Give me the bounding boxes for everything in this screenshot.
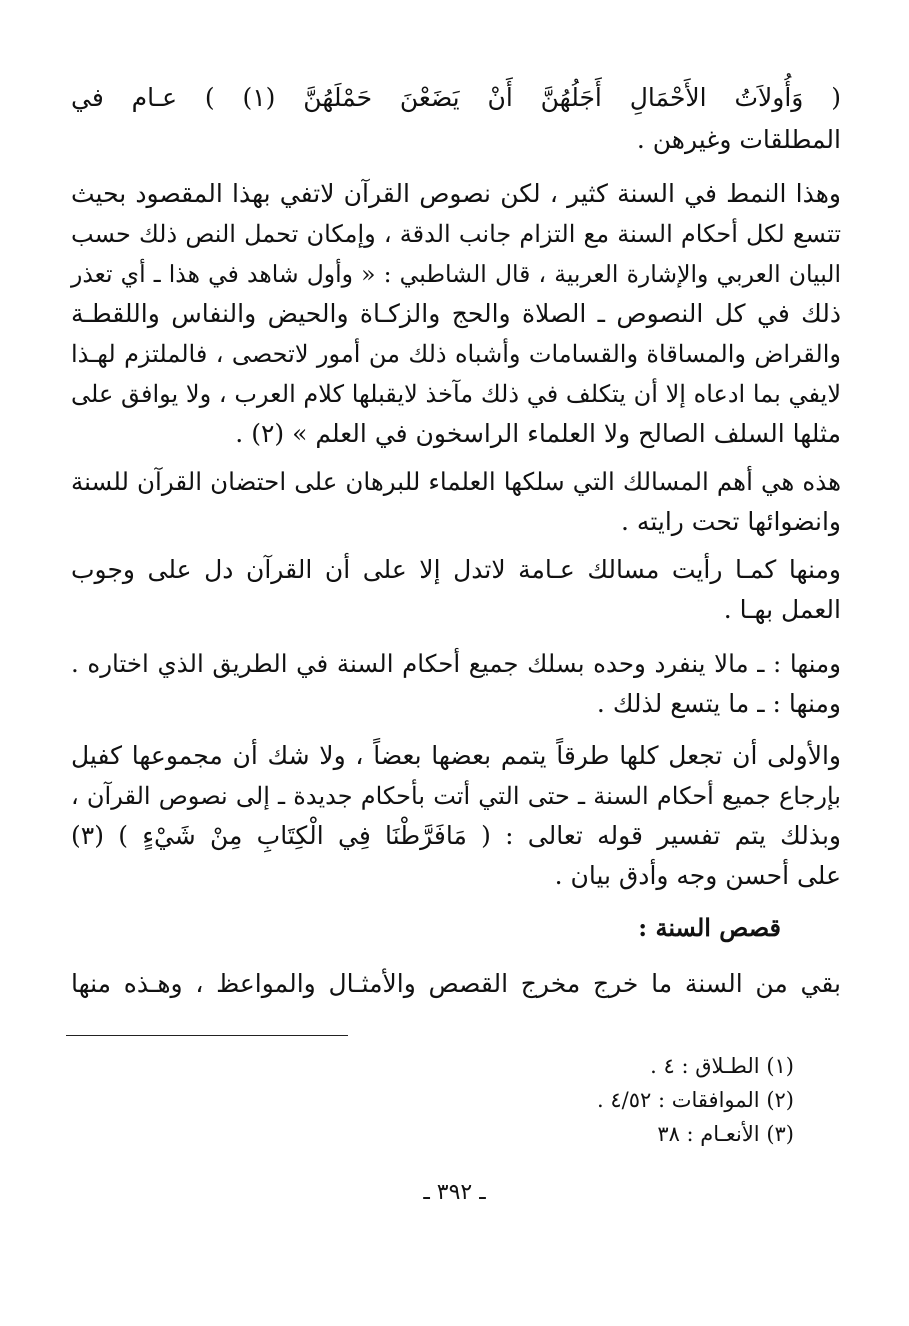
text-line: لايفي بما ادعاه إلا أن يتكلف في ذلك مآخذ لايقبلها كلام العرب ، ولا يوافق على	[71, 380, 842, 408]
text-line: البيان العربي والإشارة العربية ، قال الشاطبي : « وأول شاهد في هذا ـ أي تعذر	[71, 260, 841, 288]
text-line: تتسع لكل أحكام السنة مع التزام جانب الدقة ، وإمكان تحمل النص ذلك حسب	[71, 220, 841, 248]
text-line: ذلك في كل النصوص ـ الصلاة والحج والزكـاة والحيض والنفاس واللقطـة	[71, 299, 841, 328]
section-heading: قصص السنة :	[638, 913, 781, 942]
text-line: وانضوائها تحت رايته .	[621, 507, 841, 536]
text-line: ومنها كمـا رأيت مسالك عـامة لاتدل إلا على أن القرآن دل على وجوب	[71, 555, 841, 584]
text-line: بقي من السنة ما خرج مخرج القصص والأمثـال والمواعظ ، وهـذه منها	[71, 969, 841, 998]
text-line: ( وَأُولاَتُ الأَحْمَالِ أَجَلُهُنَّ أَنْ يَضَعْنَ حَمْلَهُنَّ (١) ) عـام في	[71, 83, 841, 112]
footnote: (٢) الموافقات : ٤/٥٢ .	[597, 1088, 794, 1112]
footnote-divider	[66, 1035, 348, 1036]
text-line: والأولى أن تجعل كلها طرقاً يتمم بعضها بعضاً ، ولا شك أن مجموعها كفيل	[71, 741, 841, 770]
footnote: (٣) الأنعـام : ٣٨	[657, 1122, 794, 1146]
page-number-row	[0, 1180, 909, 1205]
text-line: على أحسن وجه وأدق بيان .	[554, 861, 841, 890]
page-number: ـ ٣٩٢ ـ	[423, 1180, 486, 1205]
text-line: مثلها السلف الصالح ولا العلماء الراسخون في العلم » (٢) .	[235, 419, 841, 448]
text-line: المطلقات وغيرهن .	[636, 125, 841, 154]
footnote: (١) الطـلاق : ٤ .	[650, 1054, 794, 1078]
text-line: وبذلك يتم تفسير قوله تعالى : ( مَافَرَّطْنَا فِي الْكِتَابِ مِنْ شَيْءٍ ) (٣)	[71, 821, 841, 850]
text-line: العمل بهـا .	[723, 595, 841, 624]
text-line: وهذا النمط في السنة كثير ، لكن نصوص القرآن لاتفي بهذا المقصود بحيث	[71, 179, 841, 208]
text-line: ومنها : ـ مالا ينفرد وحده بسلك جميع أحكام السنة في الطريق الذي اختاره .	[71, 649, 841, 678]
text-line: والقراض والمساقاة والقسامات وأشباه ذلك من أمور لاتحصى ، فالملتزم لهـذا	[71, 340, 841, 368]
text-line: ومنها : ـ ما يتسع لذلك .	[596, 689, 841, 718]
text-line: هذه هي أهم المسالك التي سلكها العلماء للبرهان على احتضان القرآن للسنة	[71, 467, 841, 496]
text-line: بإرجاع جميع أحكام السنة ـ حتى التي أتت بأحكام جديدة ـ إلى نصوص القرآن ،	[71, 782, 841, 810]
